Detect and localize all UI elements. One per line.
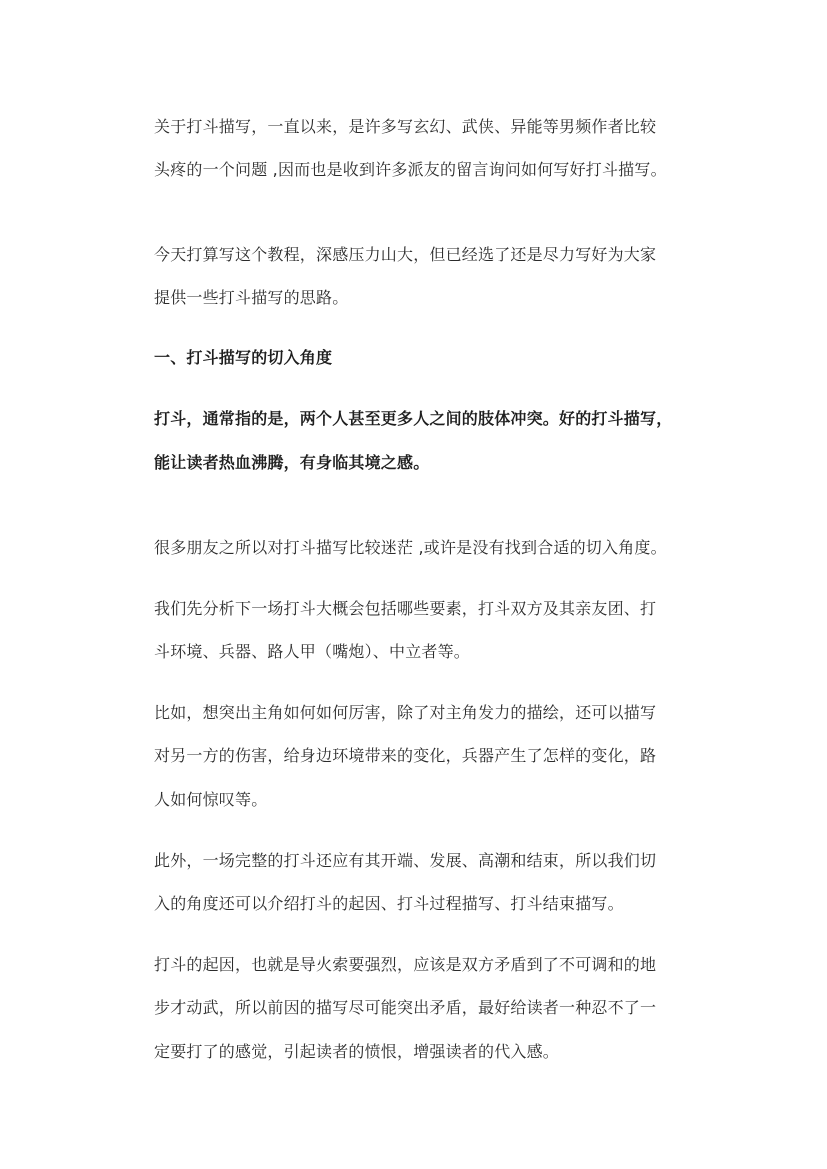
paragraph-9-line-2: 步才动武，所以前因的描写尽可能突出矛盾，最好给读者一种忍不了一 — [154, 998, 657, 1017]
paragraph-7-line-2: 对另一方的伤害，给身边环境带来的变化，兵器产生了怎样的变化，路 — [154, 746, 657, 765]
paragraph-1-line-2: 头疼的一个问题 ,因而也是收到许多派友的留言询问如何写好打斗描写。 — [154, 160, 667, 179]
paragraph-9-line-1: 打斗的起因，也就是导火索要强烈，应该是双方矛盾到了不可调和的地 — [154, 955, 657, 974]
paragraph-7-line-3: 人如何惊叹等。 — [154, 790, 268, 809]
paragraph-6-line-1: 我们先分析下一场打斗大概会包括哪些要素，打斗双方及其亲友团、打 — [154, 599, 657, 618]
paragraph-8-line-1: 此外，一场完整的打斗还应有其开端、发展、高潮和结束，所以我们切 — [154, 851, 657, 870]
bold-paragraph-line-2: 能让读者热血沸腾，有身临其境之感。 — [154, 453, 430, 472]
paragraph-2-line-2: 提供一些打斗描写的思路。 — [154, 288, 349, 307]
paragraph-6-line-2: 斗环境、兵器、路人甲（嘴炮）、中立者等。 — [154, 642, 471, 661]
paragraph-2-line-1: 今天打算写这个教程，深感压力山大，但已经选了还是尽力写好为大家 — [154, 245, 657, 264]
paragraph-7-line-1: 比如，想突出主角如何如何厉害，除了对主角发力的描绘，还可以描写 — [154, 703, 657, 722]
paragraph-8-line-2: 入的角度还可以介绍打斗的起因、打斗过程描写、打斗结束描写。 — [154, 894, 624, 913]
section-heading: 一、打斗描写的切入角度 — [154, 348, 333, 367]
paragraph-9-line-3: 定要打了的感觉，引起读者的愤恨，增强读者的代入感。 — [154, 1042, 560, 1061]
paragraph-1-line-1: 关于打斗描写，一直以来，是许多写玄幻、武侠、异能等男频作者比较 — [154, 117, 657, 136]
bold-paragraph-line-1: 打斗，通常指的是，两个人甚至更多人之间的肢体冲突。好的打斗描写， — [154, 409, 673, 428]
paragraph-5-line-1: 很多朋友之所以对打斗描写比较迷茫 ,或许是没有找到合适的切入角度。 — [154, 538, 667, 557]
